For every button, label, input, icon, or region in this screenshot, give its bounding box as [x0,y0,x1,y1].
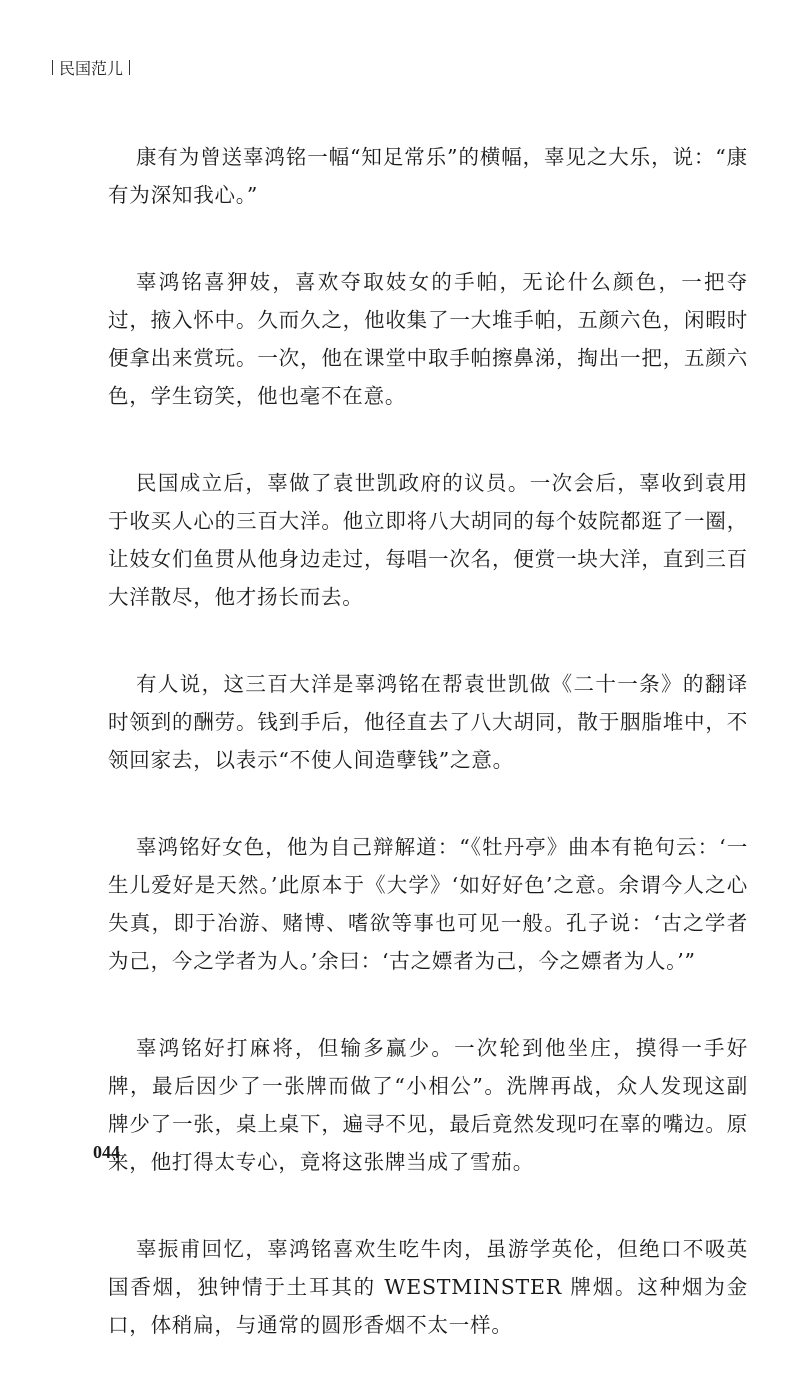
paragraph: 辜鸿铭好女色，他为自己辩解道：“《牡丹亭》曲本有艳句云：‘一生儿爱好是天然。’此原本于《大学》‘如好好色’之意。余谓今人之心失真，即于冶游、赌博、嗜欲等事也可见一般。孔子说：‘古之学者为己，今之学者为人。’余曰：‘古之嫖者为己，今之嫖者为人。’” [108,835,748,973]
page-number: 044 [93,1142,120,1162]
header-right-rule [129,60,130,75]
paragraph: 辜鸿铭喜狎妓，喜欢夺取妓女的手帕，无论什么颜色，一把夺过，掖入怀中。久而久之，他收集了一大堆手帕，五颜六色，闲暇时便拿出来赏玩。一次，他在课堂中取手帕擦鼻涕，掏出一把，五颜六色，学生窃笑，他也毫不在意。 [108,270,748,408]
paragraph: 辜鸿铭好打麻将，但输多赢少。一次轮到他坐庄，摸得一手好牌，最后因少了一张牌而做了“小相公”。洗牌再战，众人发现这副牌少了一张，桌上桌下，遍寻不见，最后竟然发现叼在辜的嘴边。原来，他打得太专心，竟将这张牌当成了雪茄。 [108,1036,748,1174]
running-header [52,56,130,79]
paragraph: 康有为曾送辜鸿铭一幅“知足常乐”的横幅，辜见之大乐，说：“康有为深知我心。” [108,145,748,207]
paragraph: 辜振甫回忆，辜鸿铭喜欢生吃牛肉，虽游学英伦，但绝口不吸英国香烟，独钟情于土耳其的 WESTMINSTER 牌烟。这种烟为金口，体稍扁，与通常的圆形香烟不太一样。 [108,1237,748,1337]
paragraph: 有人说，这三百大洋是辜鸿铭在帮袁世凯做《二十一条》的翻译时领到的酬劳。钱到手后，他径直去了八大胡同，散于胭脂堆中，不领回家去，以表示“不使人间造孽钱”之意。 [108,672,748,772]
book-title: 民国范儿 [59,59,124,78]
paragraph: 民国成立后，辜做了袁世凯政府的议员。一次会后，辜收到袁用于收买人心的三百大洋。他立即将八大胡同的每个妓院都逛了一圈，让妓女们鱼贯从他身边走过，每唱一次名，便赏一块大洋，直到三百大洋散尽，他才扬长而去。 [108,471,748,609]
header-left-rule [52,60,53,75]
page-body [108,138,748,1393]
